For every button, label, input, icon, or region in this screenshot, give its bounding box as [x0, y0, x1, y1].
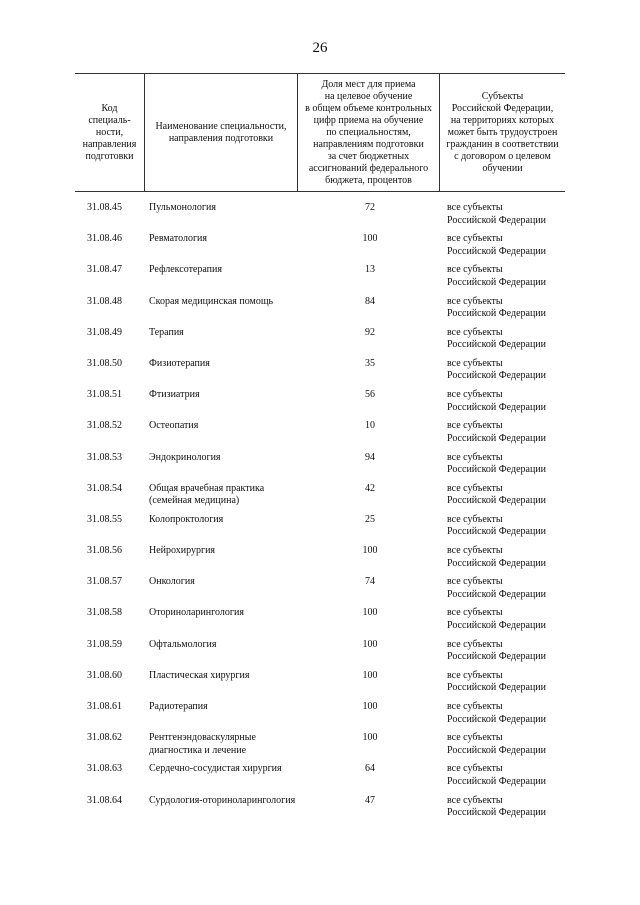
row-name: Фтизиатрия	[149, 389, 200, 401]
row-share: 100	[362, 701, 378, 712]
row-share: 100	[362, 732, 378, 744]
row-share: 92	[365, 326, 375, 338]
row-name: Сурдология-оториноларингология	[149, 794, 296, 806]
row-code: 31.08.59	[87, 638, 122, 650]
row-share: 94	[365, 451, 375, 463]
table-row	[75, 763, 565, 794]
row-name: Терапия	[149, 326, 184, 338]
table-row	[75, 202, 565, 233]
table-row	[75, 607, 565, 638]
row-subjects: все субъекты Российской Федерации	[447, 794, 547, 819]
row-code: 31.08.50	[87, 357, 122, 369]
row-code: 31.08.56	[87, 545, 122, 557]
row-name: Онкология	[149, 576, 195, 588]
row-share: 100	[362, 607, 378, 619]
row-name: Офтальмология	[149, 638, 217, 650]
row-code: 31.08.61	[87, 701, 122, 712]
table-row	[75, 420, 565, 451]
row-code: 31.08.64	[87, 794, 122, 806]
table-row	[75, 639, 565, 670]
row-name: Физиотерапия	[149, 357, 210, 369]
row-code: 31.08.57	[87, 576, 122, 588]
row-subjects: все субъекты Российской Федерации	[447, 326, 547, 351]
row-subjects: все субъекты Российской Федерации	[447, 389, 547, 413]
row-share: 42	[365, 482, 375, 494]
table-row	[75, 545, 565, 576]
header-share: Доля мест для приема на целевое обучение в общем объеме контрольных цифр приема на обучение по специальностям, направлениям подготовки за счет бюджетных ассигнований федерального бюджета, процентов	[298, 74, 440, 191]
row-code: 31.08.45	[87, 202, 122, 213]
row-share: 25	[365, 513, 375, 525]
row-subjects: все субъекты Российской Федерации	[447, 357, 547, 382]
row-share: 100	[362, 233, 378, 245]
row-code: 31.08.48	[87, 295, 122, 307]
row-subjects: все субъекты Российской Федерации	[447, 607, 547, 631]
row-name: Ревматология	[149, 233, 208, 245]
row-share: 64	[365, 763, 375, 775]
row-code: 31.08.63	[87, 763, 122, 775]
page-number: 26	[312, 40, 328, 56]
row-subjects: все субъекты Российской Федерации	[447, 576, 547, 600]
table-row	[75, 358, 565, 389]
row-subjects: все субъекты Российской Федерации	[447, 482, 547, 507]
row-code: 31.08.60	[87, 669, 122, 681]
table-row	[75, 514, 565, 545]
row-share: 74	[365, 576, 375, 588]
row-name: Нейрохирургия	[149, 545, 216, 557]
header-code: Код специаль- ности, направления подготовки	[75, 74, 145, 191]
row-code: 31.08.54	[87, 482, 122, 494]
row-subjects: все субъекты Российской Федерации	[447, 420, 547, 444]
row-code: 31.08.47	[87, 264, 122, 276]
row-code: 31.08.46	[87, 233, 122, 245]
table-row	[75, 483, 565, 514]
table-row	[75, 264, 565, 295]
row-code: 31.08.62	[87, 732, 122, 744]
table-row	[75, 576, 565, 607]
row-share: 47	[365, 794, 375, 806]
row-name: Оториноларингология	[149, 607, 244, 619]
table-row	[75, 701, 565, 732]
row-share: 100	[362, 638, 378, 650]
row-subjects: все субъекты Российской Федерации	[447, 701, 547, 725]
row-share: 100	[362, 669, 378, 681]
table-header	[75, 73, 565, 192]
row-subjects: все субъекты Российской Федерации	[447, 233, 547, 257]
table-row	[75, 327, 565, 358]
row-share: 35	[365, 357, 375, 369]
row-subjects: все субъекты Российской Федерации	[447, 264, 547, 288]
row-name: Общая врачебная практика (семейная медицина)	[149, 482, 265, 507]
header-subjects: Субъекты Российской Федерации, на территориях которых может быть трудоустроен гражданин в соответствии с договором о целевом обучении	[446, 90, 559, 174]
row-code: 31.08.52	[87, 420, 122, 432]
row-subjects: все субъекты Российской Федерации	[447, 669, 547, 694]
row-code: 31.08.55	[87, 513, 122, 525]
header-name: Наименование специальности, направления подготовки	[145, 74, 298, 191]
row-code: 31.08.53	[87, 451, 122, 463]
row-subjects: все субъекты Российской Федерации	[447, 451, 547, 475]
row-subjects: все субъекты Российской Федерации	[447, 295, 547, 320]
table-row	[75, 296, 565, 327]
row-name: Колопроктология	[149, 513, 224, 525]
table-row	[75, 233, 565, 264]
row-name: Скорая медицинская помощь	[149, 295, 274, 307]
row-name: Рентгенэндоваскулярные диагностика и лечение	[149, 732, 256, 756]
row-code: 31.08.49	[87, 326, 122, 338]
row-share: 84	[365, 295, 375, 307]
row-code: 31.08.58	[87, 607, 122, 619]
row-subjects: все субъекты Российской Федерации	[447, 763, 547, 787]
table-row	[75, 389, 565, 420]
table-body	[75, 202, 565, 826]
row-share: 10	[365, 420, 375, 432]
table-row	[75, 670, 565, 701]
row-code: 31.08.51	[87, 389, 122, 401]
table-row	[75, 452, 565, 483]
row-subjects: все субъекты Российской Федерации	[447, 545, 547, 569]
row-name: Пластическая хирургия	[149, 669, 250, 681]
row-subjects: все субъекты Российской Федерации	[447, 732, 547, 756]
row-name: Рефлексотерапия	[149, 264, 222, 276]
row-name: Эндокринология	[149, 451, 221, 463]
row-share: 13	[365, 264, 375, 276]
row-subjects: все субъекты Российской Федерации	[447, 513, 547, 538]
row-share: 100	[362, 545, 378, 557]
row-share: 56	[365, 389, 375, 401]
row-subjects: все субъекты Российской Федерации	[447, 638, 547, 663]
row-share: 72	[365, 202, 375, 213]
table-row	[75, 732, 565, 763]
row-name: Сердечно-сосудистая хирургия	[149, 763, 282, 775]
table-row	[75, 795, 565, 826]
row-name: Радиотерапия	[149, 701, 208, 712]
row-name: Пульмонология	[149, 202, 216, 213]
row-subjects: все субъекты Российской Федерации	[447, 202, 547, 226]
row-name: Остеопатия	[149, 420, 199, 432]
